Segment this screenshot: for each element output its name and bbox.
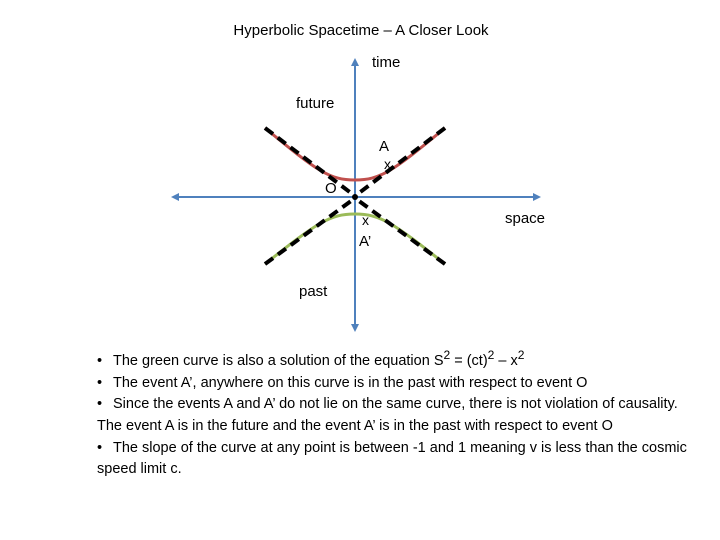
event-a-label: A [379,138,390,155]
bullet-icon: • [97,396,103,413]
explanation-list [97,345,697,481]
bullet-icon: • [97,374,103,391]
time-axis-label: time [372,54,401,71]
list-item: • Since the events A and A’ do not lie on the same curve, there is not violation of causality. The event A is in the future and the event A’ is in the past with respect to event O [97,396,678,434]
event-a-prime-label: A’ [359,233,372,250]
light-cone-upper-left [265,128,351,193]
list-item: • The event A’, anywhere on this curve is in the past with respect to event O [97,373,697,395]
future-label: future [296,95,335,112]
past-label: past [299,283,328,300]
space-axis-label: space [505,210,546,227]
event-a-prime-mark: x [362,212,369,228]
event-a-mark: x [384,156,391,172]
origin-point [352,194,358,200]
origin-label: O [325,180,337,197]
page-title: Hyperbolic Spacetime – A Closer Look [233,22,489,39]
light-cone-upper-right [359,128,445,193]
light-cone-lower-left [265,201,351,264]
list-item: • The green curve is also a solution of the equation $S^2 = (ct)^2 - x^2$ [97,345,697,373]
light-cone-lower-right [359,201,445,264]
list-item: • The slope of the curve at any point is between -1 and 1 meaning v is less than the cosmic speed limit c. [97,439,687,478]
bullet-icon: • [97,439,103,456]
bullet-icon: • [97,352,103,369]
